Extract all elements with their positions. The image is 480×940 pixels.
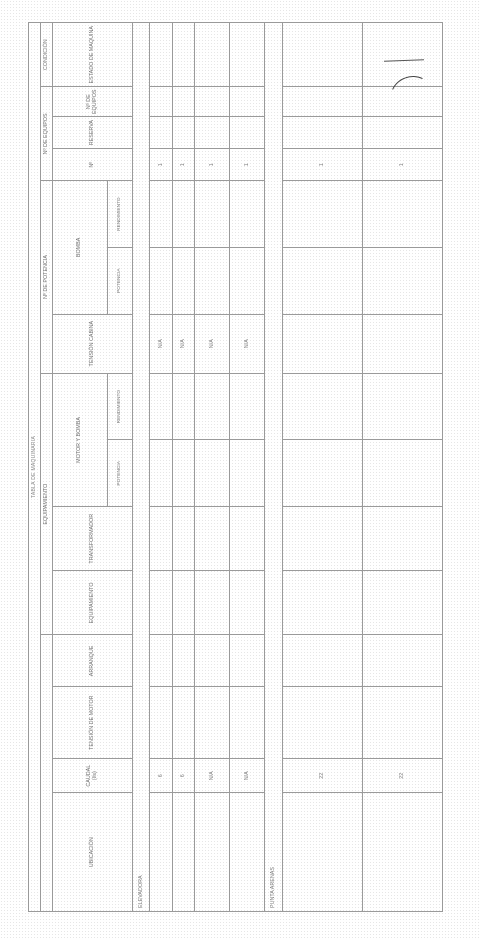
cell-motor-r [172, 373, 195, 440]
cell-motor-p [172, 440, 195, 507]
cell-estado [172, 23, 195, 87]
header-tension: TENSIÓN DE MOTOR [52, 687, 132, 759]
cell-n1: 1 [172, 149, 195, 181]
cell-n3 [282, 87, 362, 117]
cell-arranque [362, 635, 442, 687]
table-row [282, 23, 362, 912]
cell-motor-p [282, 440, 362, 507]
group-header-equipment: EQUIPAMIENTO [40, 373, 52, 635]
cell-n2 [195, 117, 230, 149]
cell-n1: 1 [230, 149, 265, 181]
header-ubicacion: UBICACIÓN [52, 793, 132, 912]
cell-bomba-p [195, 247, 230, 314]
header-equipment-1: EQUIPAMIENTO [52, 571, 132, 635]
cell-tension [195, 687, 230, 759]
cell-caudal: 22 [282, 758, 362, 793]
subheader-bomba-rendimiento: RENDIMIENTO [107, 181, 132, 248]
header-n3: Nº DE EQUIPOS [52, 87, 132, 117]
cell-cabina [282, 314, 362, 373]
cell-arranque [195, 635, 230, 687]
cell-motor-r [150, 373, 173, 440]
cell-n3 [230, 87, 265, 117]
cell-ubicacion [150, 793, 173, 912]
cell-caudal: 22 [362, 758, 442, 793]
cell-bomba-r [282, 181, 362, 248]
cell-motor-p [195, 440, 230, 507]
cell-motor-p [362, 440, 442, 507]
cell-n2 [172, 117, 195, 149]
cell-ubicacion [230, 793, 265, 912]
cell-eq2 [362, 507, 442, 571]
cell-caudal: N/A [230, 758, 265, 793]
cell-caudal: 6 [172, 758, 195, 793]
cell-n2 [362, 117, 442, 149]
cell-bomba-r [195, 181, 230, 248]
cell-tension [172, 687, 195, 759]
cell-cabina: N/A [195, 314, 230, 373]
cell-bomba-p [172, 247, 195, 314]
cell-eq2 [282, 507, 362, 571]
header-caudal: CAUDAL (l/s) [52, 758, 132, 793]
cell-arranque [282, 635, 362, 687]
cell-ubicacion [282, 793, 362, 912]
cell-n1: 1 [362, 149, 442, 181]
group-header-empty [40, 635, 52, 912]
cell-motor-r [282, 373, 362, 440]
cell-arranque [150, 635, 173, 687]
section-elevadora: ELEVADORA [132, 23, 150, 912]
header-n1: Nº [52, 149, 132, 181]
cell-estado [150, 23, 173, 87]
cell-n3 [195, 87, 230, 117]
cell-eq2 [195, 507, 230, 571]
header-equipment-2: TRANSFORMADOR [52, 507, 132, 571]
group-header-power: Nº DE POTENCIA [40, 181, 52, 374]
header-cabina: TENSIÓN CABINA [52, 314, 132, 373]
cell-estado [282, 23, 362, 87]
header-motor: MOTOR Y BOMBA [52, 373, 107, 506]
cell-cabina: N/A [230, 314, 265, 373]
table-row [195, 23, 230, 912]
table-row [362, 23, 442, 912]
cell-n3 [172, 87, 195, 117]
cell-cabina: N/A [172, 314, 195, 373]
group-header-count: Nº DE EQUIPOS [40, 87, 52, 181]
cell-bomba-r [150, 181, 173, 248]
cell-tension [362, 687, 442, 759]
cell-motor-p [230, 440, 265, 507]
cell-bomba-r [362, 181, 442, 248]
cell-arranque [230, 635, 265, 687]
cell-bomba-r [172, 181, 195, 248]
cell-eq1 [150, 571, 173, 635]
cell-eq1 [282, 571, 362, 635]
header-bomba: BOMBA [52, 181, 107, 314]
cell-ubicacion [195, 793, 230, 912]
cell-caudal: N/A [195, 758, 230, 793]
cell-motor-r [195, 373, 230, 440]
cell-ubicacion [362, 793, 442, 912]
cell-bomba-p [150, 247, 173, 314]
cell-tension [230, 687, 265, 759]
cell-ubicacion [172, 793, 195, 912]
table-row [172, 23, 195, 912]
cell-tension [282, 687, 362, 759]
cell-tension [150, 687, 173, 759]
cell-n2 [150, 117, 173, 149]
cell-eq1 [195, 571, 230, 635]
cell-cabina: N/A [150, 314, 173, 373]
cell-motor-p [150, 440, 173, 507]
cell-eq2 [150, 507, 173, 571]
subheader-motor-rendimiento: RENDIMIENTO [107, 373, 132, 440]
section-punta-arenas: PUNTA ARENAS [265, 23, 283, 912]
rotated-document [28, 22, 443, 912]
cell-motor-r [230, 373, 265, 440]
cell-n2 [230, 117, 265, 149]
header-n2: RESERVA [52, 117, 132, 149]
cell-n3 [150, 87, 173, 117]
cell-n1: 1 [150, 149, 173, 181]
cell-arranque [172, 635, 195, 687]
cell-eq2 [172, 507, 195, 571]
cell-cabina [362, 314, 442, 373]
cell-eq1 [230, 571, 265, 635]
cell-bomba-p [282, 247, 362, 314]
table-title: TABLA DE MAQUINARIA [29, 23, 41, 912]
cell-eq1 [362, 571, 442, 635]
table-row [230, 23, 265, 912]
cell-estado [195, 23, 230, 87]
cell-caudal: 6 [150, 758, 173, 793]
cell-bomba-p [362, 247, 442, 314]
header-arranque: ARRANQUE [52, 635, 132, 687]
cell-estado [230, 23, 265, 87]
header-estado: ESTADO DE MAQUINA [52, 23, 132, 87]
cell-n1: 1 [195, 149, 230, 181]
cell-n2 [282, 117, 362, 149]
cell-eq2 [230, 507, 265, 571]
machinery-table [28, 22, 443, 912]
cell-eq1 [172, 571, 195, 635]
cell-bomba-r [230, 181, 265, 248]
cell-n1: 1 [282, 149, 362, 181]
table-row [150, 23, 173, 912]
subheader-bomba-potencia: POTENCIA [107, 247, 132, 314]
group-header-condition: CONDICIÓN [40, 23, 52, 87]
cell-bomba-p [230, 247, 265, 314]
cell-motor-r [362, 373, 442, 440]
subheader-motor-potencia: POTENCIA [107, 440, 132, 507]
